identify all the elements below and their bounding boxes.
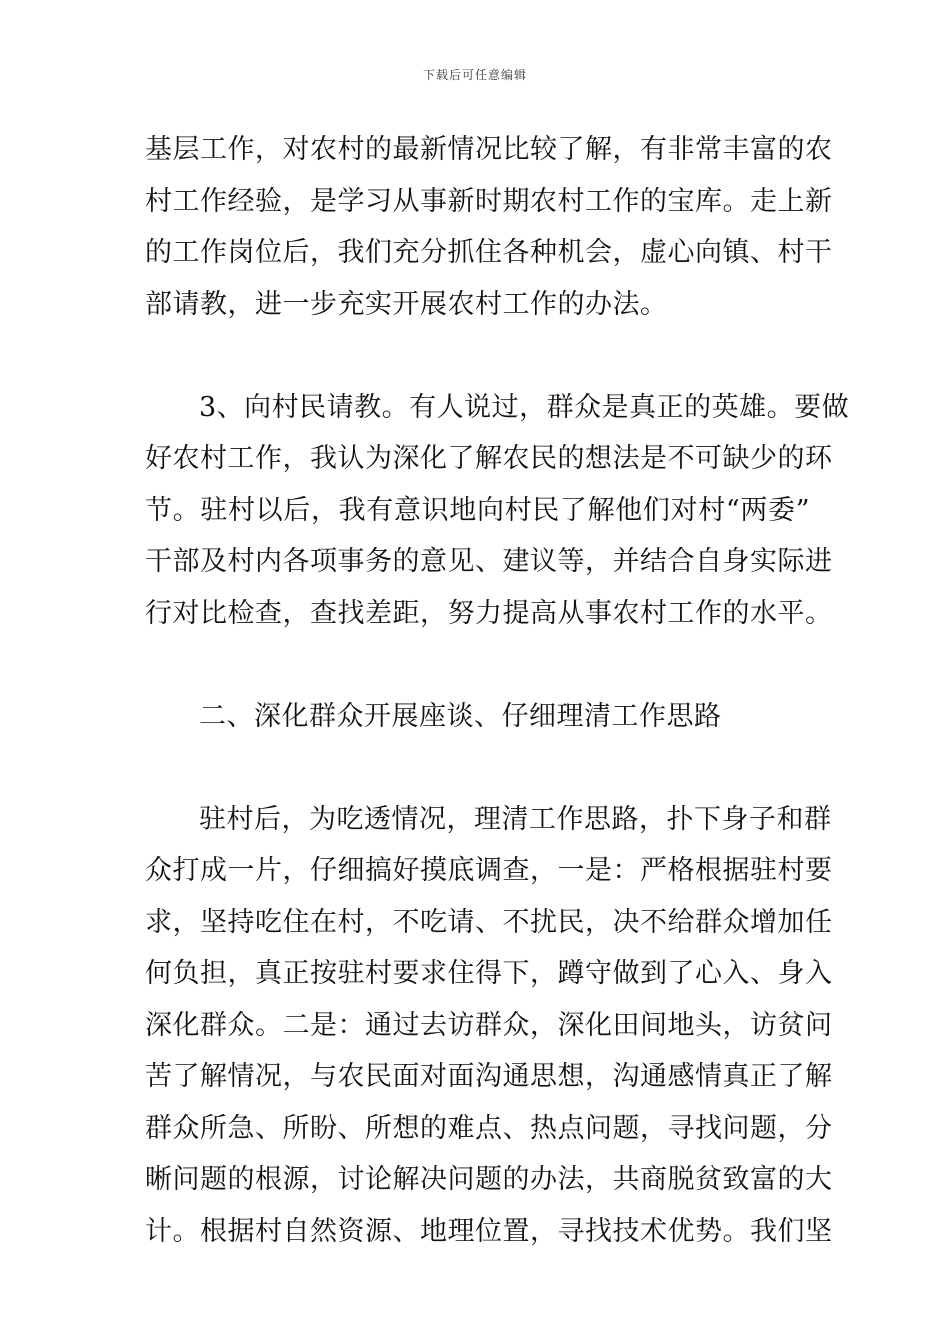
text-line: 干部及村内各项事务的意见、建议等，并结合自身实际进	[145, 546, 833, 577]
paragraph-gap	[145, 742, 810, 794]
page-header-note: 下载后可任意编辑	[422, 68, 527, 82]
text-line: 3、向村民请教。有人说过，群众是真正的英雄。要做	[199, 391, 850, 423]
paragraph-gap	[145, 639, 810, 691]
text-line: 部请教，进一步充实开展农村工作的办法。	[145, 288, 668, 320]
text-line: 基层工作，对农村的最新情况比较了解，有非常丰富的农	[145, 134, 833, 165]
text-line: 计。根据村自然资源、地理位置，寻找技术优势。我们坚	[145, 1215, 833, 1247]
text-line: 驻村后，为吃透情况，理清工作思路，扑下身子和群	[199, 803, 832, 835]
section-heading: 二、深化群众开展座谈、仔细理清工作思路	[199, 700, 722, 732]
document-body	[145, 124, 850, 1257]
text-line: 求，坚持吃住在村，不吃请、不扰民，决不给群众增加任	[145, 906, 833, 938]
text-line: 苦了解情况，与农民面对面沟通思想，沟通感情真正了解	[145, 1061, 833, 1092]
text-line: 群众所急、所盼、所想的难点、热点问题，寻找问题，分	[145, 1112, 833, 1144]
text-line: 晰问题的根源，讨论解决问题的办法，共商脱贫致富的大	[145, 1164, 833, 1195]
paragraph-gap	[145, 330, 810, 382]
text-line: 深化群众。二是：通过去访群众，深化田间地头，访贫问	[145, 1009, 833, 1041]
text-line: 节。驻村以后，我有意识地向村民了解他们对村“两委”	[145, 494, 810, 526]
text-line: 众打成一片，仔细搞好摸底调查，一是：严格根据驻村要	[145, 855, 833, 886]
text-line: 何负担，真正按驻村要求住得下，蹲守做到了心入、身入	[145, 958, 833, 989]
text-line: 的工作岗位后，我们充分抓住各种机会，虚心向镇、村干	[145, 237, 833, 268]
text-line: 好农村工作，我认为深化了解农民的想法是不可缺少的环	[145, 443, 833, 474]
text-line: 村工作经验，是学习从事新时期农村工作的宝库。走上新	[145, 185, 833, 217]
text-line: 行对比检查，查找差距，努力提高从事农村工作的水平。	[145, 597, 833, 629]
